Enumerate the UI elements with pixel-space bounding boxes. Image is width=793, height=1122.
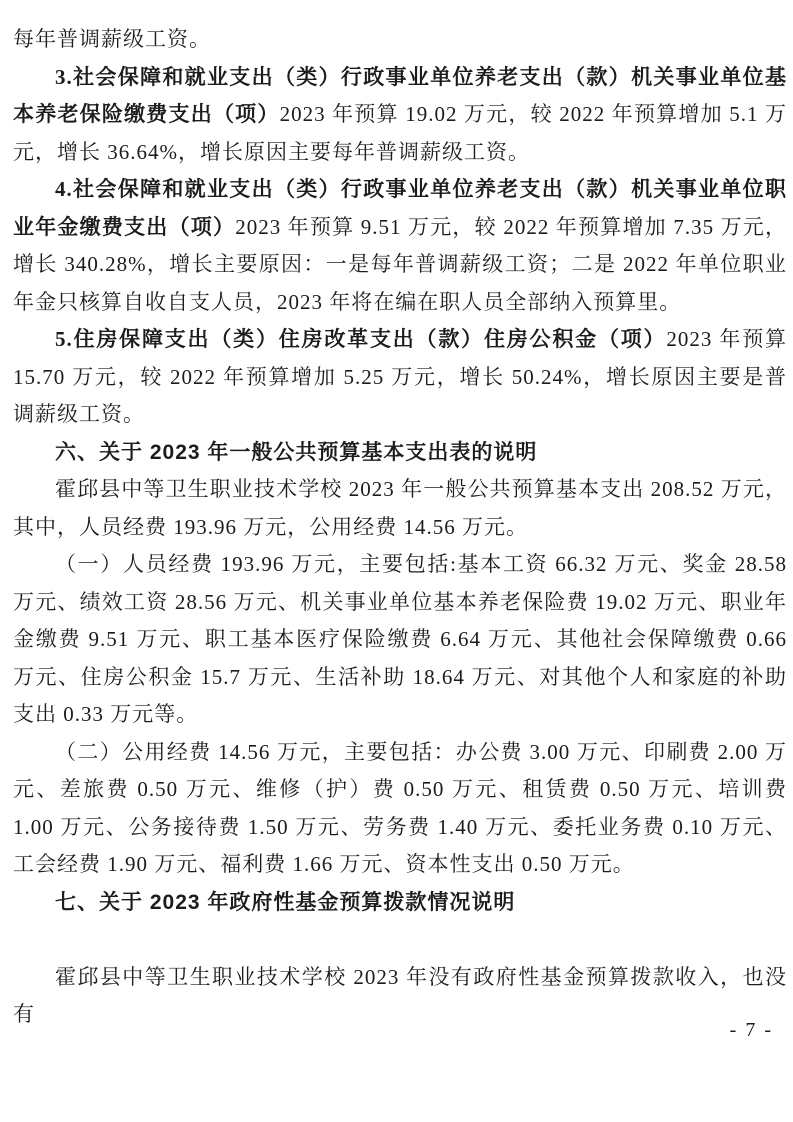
paragraph	[13, 959, 787, 1034]
blank-line	[13, 921, 787, 959]
paragraph	[13, 546, 787, 734]
text-segment: （一）人员经费 193.96 万元，主要包括:基本工资 66.32 万元、奖金 28.58 万元、绩效工资 28.56 万元、机关事业单位基本养老保险费 19.02 万元、职业年金缴费 9.51 万元、职工基本医疗保险缴费 6.64 万元、其他社会保障缴费 0.66 万元、住房公积金 15.7 万元、生活补助 18.64 万元、对其他个人和家庭的补助支出 0.33 万元等。	[13, 552, 787, 726]
bold-text-segment: 4.社会保障和就业支出（类）行政事业单位养老支出（款）机关事业单位职业年金缴费支出（项）	[13, 177, 787, 239]
paragraph	[13, 59, 787, 172]
bold-text-segment: 六、关于 2023 年一般公共预算基本支出表的说明	[55, 440, 538, 464]
section-heading	[13, 884, 787, 922]
document-body	[13, 21, 787, 1034]
section-heading	[13, 434, 787, 472]
paragraph	[13, 171, 787, 321]
bold-text-segment: 七、关于 2023 年政府性基金预算拨款情况说明	[55, 890, 516, 914]
text-segment: 霍邱县中等卫生职业技术学校 2023 年一般公共预算基本支出 208.52 万元，其中，人员经费 193.96 万元，公用经费 14.56 万元。	[13, 477, 787, 539]
text-segment: 每年普调薪级工资。	[13, 27, 211, 51]
bold-text-segment: 3.社会保障和就业支出（类）行政事业单位养老支出（款）机关事业单位基本养老保险缴费支出（项）	[13, 64, 787, 126]
text-segment: 2023 年预算 15.70 万元，较 2022 年预算增加 5.25 万元，增长 50.24%，增长原因主要是普调薪级工资。	[13, 327, 788, 426]
paragraph	[13, 471, 787, 546]
text-segment: （二）公用经费 14.56 万元，主要包括：办公费 3.00 万元、印刷费 2.00 万元、差旅费 0.50 万元、维修（护）费 0.50 万元、租赁费 0.50 万元、培训费 1.00 万元、公务接待费 1.50 万元、劳务费 1.40 万元、委托业务费 0.10 万元、工会经费 1.90 万元、福利费 1.66 万元、资本性支出 0.50 万元。	[13, 739, 787, 876]
paragraph	[13, 21, 787, 59]
paragraph	[13, 321, 787, 434]
page-number: - 7 -	[729, 1019, 773, 1041]
bold-text-segment: 5.住房保障支出（类）住房改革支出（款）住房公积金（项）	[55, 327, 667, 351]
text-segment: 霍邱县中等卫生职业技术学校 2023 年没有政府性基金预算拨款收入，也没有	[13, 964, 787, 1026]
text-segment: 2023 年预算 19.02 万元，较 2022 年预算增加 5.1 万元，增长 36.64%，增长原因主要每年普调薪级工资。	[13, 102, 788, 164]
paragraph	[13, 734, 787, 884]
text-segment: 2023 年预算 9.51 万元，较 2022 年预算增加 7.35 万元，增长 340.28%，增长主要原因：一是每年普调薪级工资；二是 2022 年单位职业年金只核算自收自支人员，2023 年将在编在职人员全部纳入预算里。	[13, 214, 788, 314]
